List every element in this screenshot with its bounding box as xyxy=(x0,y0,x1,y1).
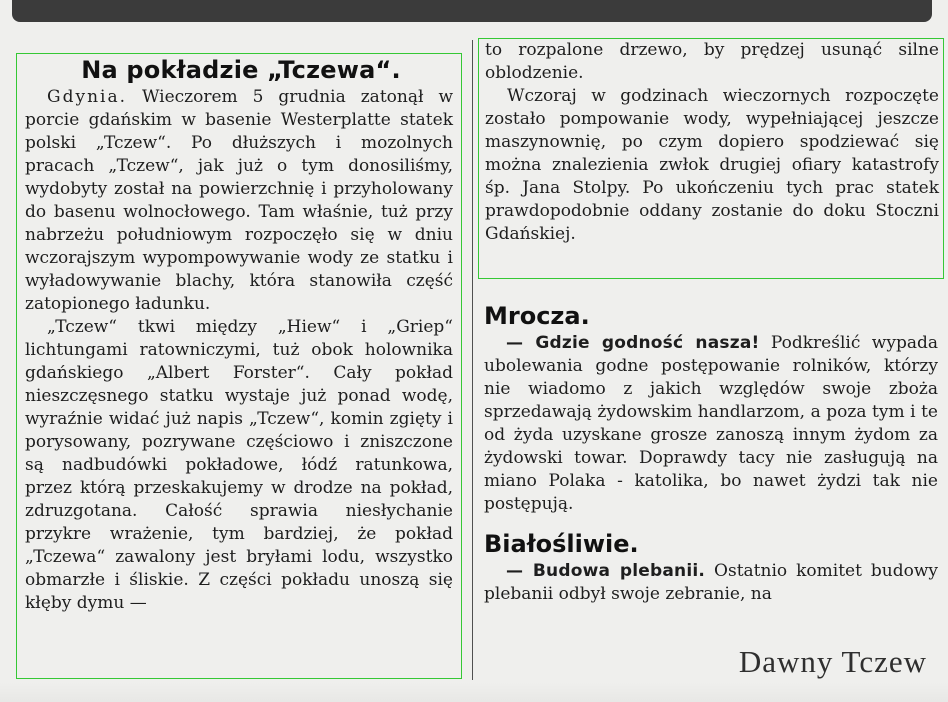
mrocza-text: Podkreślić wypada ubolewania godne postępowanie rolników, którzy nie wiadomo z jakich względów swoje zboża sprzedawają żydowskim handlarzom, a poza tym i te od żyda uzyskane grosze zanoszą innym żydom za żydowski towar. Doprawdy tacy nie zasługują na miano Polaka - katolika, bo nawet żydzi tak nie postępują. xyxy=(484,333,938,514)
local-news-column xyxy=(478,300,944,690)
article-continued-column xyxy=(478,38,944,279)
watermark-text: Dawny Tczew xyxy=(733,644,933,680)
bialosliwie-text: Ostatnio komitet budowy plebanii odbył swoje zebranie, na xyxy=(484,561,938,604)
article-dateline: Gdynia. xyxy=(47,87,127,107)
bialosliwie-lead: — Budowa plebanii. xyxy=(506,561,706,581)
article-continued-paragraph-2: Wczoraj w godzinach wieczornych rozpoczęte zostało pompowanie wody, wypełniającej jeszcze maszynownię, po czym dopiero spodziewać się można znalezienia zwłok drugiej ofiary katastrofy śp. Jana Stolpy. Po ukończeniu tych prac statek prawdopodobnie oddany zostanie do doku Stoczni Gdańskiej. xyxy=(485,86,939,244)
mrocza-lead: — Gdzie godność nasza! xyxy=(506,333,760,353)
article-paragraph-2: „Tczew“ tkwi między „Hiew“ i „Griep“ lichtungami ratowniczymi, tuż obok holownika gdańskiego „Albert Forster“. Cały pokład nieszczęsnego statku wystaje już ponad wodę, wyraźnie widać już napis „Tczew“, komin zgięty i porysowany, pozrywane częściowo i zniszczone są nadbudówki pokładowe, łódź ratunkowa, przez którą przeskakujemy w drodze na pokład, zdruzgotana. Całość sprawia niesłychanie przykre wrażenie, tym bardziej, że pokład „Tczewa“ zawalony jest bryłami lodu, wszystko obmarzłe i śliskie. Z części pokładu unoszą się kłęby dymu — xyxy=(25,317,453,613)
bialosliwie-heading: Białośliwie. xyxy=(484,530,639,558)
article-left-column xyxy=(16,53,462,679)
article-paragraph-1-text: Wieczorem 5 grudnia zatonął w porcie gdańskim w basenie Westerplatte statek polski „Tczew“. Po dłuższych i mozolnych pracach „Tczew“, jak już o tym donosiliśmy, wydobyty został na powierzchnię i przyholowany do basenu wolnocłowego. Tam właśnie, tuż przy nabrzeżu południowym rozpoczęło się w dniu wczorajszym wypompowywanie wody ze statku i wyładowywanie blachy, która stanowiła część zatopionego ładunku. xyxy=(25,87,453,314)
top-dark-banner xyxy=(12,0,932,22)
column-divider xyxy=(472,40,473,680)
mrocza-heading: Mrocza. xyxy=(484,302,590,330)
article-continued-paragraph-1: to rozpalone drzewo, by prędzej usunąć silne oblodzenie. xyxy=(485,40,939,83)
mrocza-paragraph xyxy=(484,332,938,516)
section-gap xyxy=(484,516,938,528)
article-paragraph-1 xyxy=(25,86,453,316)
bialosliwie-paragraph xyxy=(484,560,938,606)
article-headline: Na pokładzie „Tczewa“. xyxy=(81,56,401,84)
bottom-page-shadow xyxy=(0,682,948,702)
